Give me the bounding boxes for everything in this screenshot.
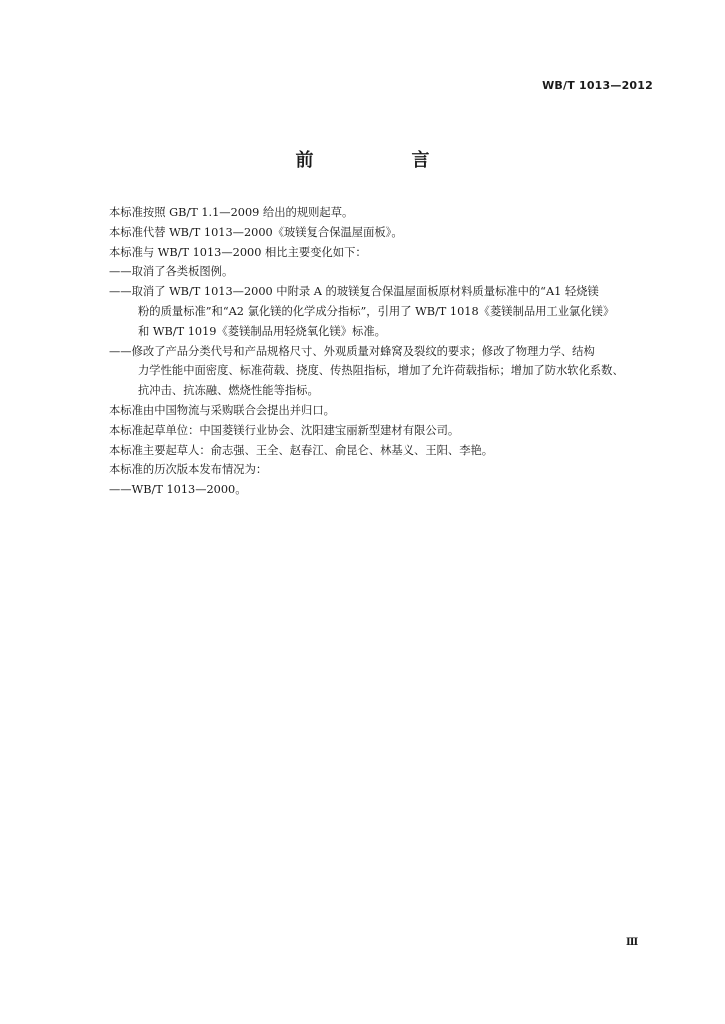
change-item — [109, 342, 659, 401]
foreword-body — [109, 203, 659, 500]
change-line-continued: 力学性能中面密度、标准荷载、挠度、传热阻指标，增加了允许荷载指标；增加了防水软化系数、 — [138, 364, 624, 378]
paragraph-proposer: 本标准由中国物流与采购联合会提出并归口。 — [109, 403, 335, 417]
paragraph-history-intro: 本标准的历次版本发布情况为： — [109, 463, 268, 477]
change-line: ——取消了 WB/T 1013—2000 中附录 A 的玻镁复合保温屋面板原材料质量标准中的“A1 轻烧镁 — [109, 285, 599, 299]
paragraph-drafting-rules: 本标准按照 GB/T 1.1—2009 给出的规则起草。 — [109, 206, 354, 219]
paragraph-changes-intro: 本标准与 WB/T 1013—2000 相比主要变化如下： — [109, 245, 367, 259]
page-number: Ⅲ — [626, 937, 639, 948]
page-title: 前 言 — [295, 150, 470, 171]
change-item — [109, 262, 659, 282]
history-item: ——WB/T 1013—2000。 — [109, 483, 247, 497]
standard-code: WB/T 1013—2012 — [542, 79, 653, 92]
change-line-continued: 粉的质量标准”和“A2 氯化镁的化学成分指标”，引用了 WB/T 1018《菱镁制品用工业氯化镁》 — [138, 304, 615, 318]
paragraph-replaces: 本标准代替 WB/T 1013—2000《玻镁复合保温屋面板》。 — [109, 225, 403, 239]
paragraph-drafters: 本标准主要起草人：俞志强、王全、赵春江、俞昆仑、林基义、王阳、李艳。 — [109, 443, 494, 457]
change-line: ——修改了产品分类代号和产品规格尺寸、外观质量对蜂窝及裂纹的要求；修改了物理力学、结构 — [109, 344, 595, 358]
change-line-continued: 抗冲击、抗冻融、燃烧性能等指标。 — [138, 384, 319, 398]
paragraph-drafting-units: 本标准起草单位：中国菱镁行业协会、沈阳建宝丽新型建材有限公司。 — [109, 423, 460, 437]
change-item — [109, 282, 659, 341]
change-line-continued: 和 WB/T 1019《菱镁制品用轻烧氧化镁》标准。 — [138, 324, 386, 338]
change-line: ——取消了各类板图例。 — [109, 265, 234, 279]
